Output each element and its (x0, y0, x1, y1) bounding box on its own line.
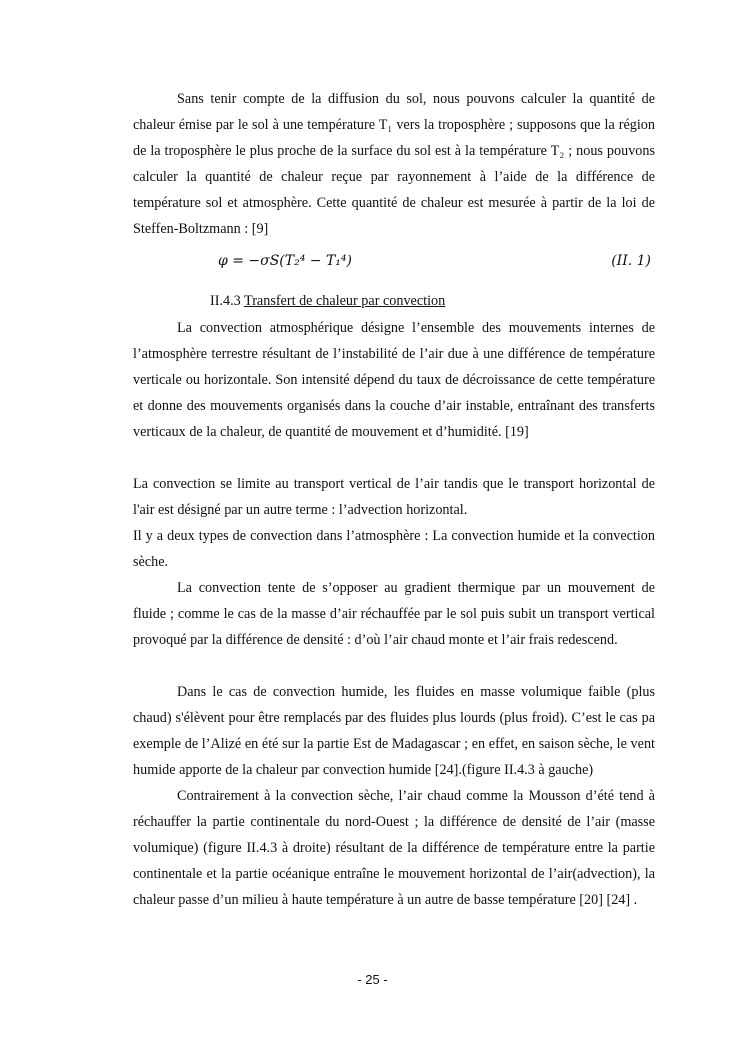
page-number: - 25 - (357, 972, 388, 987)
paragraph-radiation: Sans tenir compte de la diffusion du sol, nous pouvons calculer la quantité de chaleur émise par le sol à une température T₁ vers la troposphère ; supposons que la région de la troposphère le plus proche de la surface du sol est à la température T₂ ; nous pouvons calculer la quantité de chaleur reçue par rayonnement à l’aide de la différence de température sol et atmosphère. Cette quantité de chaleur est mesurée à partir de la loi de Steffen-Boltzmann : [9] (133, 91, 655, 237)
paragraph-convection-types: Il y a deux types de convection dans l’atmosphère : La convection humide et la convection sèche. (133, 528, 655, 570)
paragraph-convection-definition: La convection atmosphérique désigne l’ensemble des mouvements internes de l’atmosphère terrestre résultant de l’instabilité de l’air due à une différence de température verticale ou horizontale. Son intensité dépend du taux de décroissance de cette température et donne des mouvements organisés dans la couche d’air instable, entraînant des transferts verticaux de la chaleur, de quantité de mouvement et d’humidité. [19] (133, 320, 655, 440)
section-number: II.4.3 (210, 293, 241, 309)
equation-formula: φ = −σS(T₂⁴ − T₁⁴) (218, 253, 352, 269)
section-heading (210, 290, 445, 312)
paragraph-advection: La convection se limite au transport vertical de l’air tandis que le transport horizontal de l'air est désigné par un autre terme : l’advection horizontal. (133, 476, 655, 518)
equation-label: (II. 1) (611, 253, 651, 269)
paragraph-dry-convection: Contrairement à la convection sèche, l’air chaud comme la Mousson d’été tend à réchauffer la partie continentale du nord-Ouest ; la différence de densité de l’air (masse volumique) (figure II.4.3 à droite) résultant de la différence de température entre la partie continentale et la partie océanique entraîne le mouvement horizontal de l’air(advection), la chaleur passe d’un milieu à haute température à un autre de basse température [20] [24] . (133, 788, 655, 908)
section-title: Transfert de chaleur par convection (244, 293, 446, 309)
paragraph-thermal-gradient: La convection tente de s’opposer au gradient thermique par un mouvement de fluide ; comme le cas de la masse d’air réchauffée par le sol puis subit un transport vertical provoqué par la différence de densité : d’où l’air chaud monte et l’air frais redescend. (133, 580, 655, 648)
paragraph-humid-convection: Dans le cas de convection humide, les fluides en masse volumique faible (plus chaud) s'élèvent pour être remplacés par des fluides plus lourds (plus froid). C’est le cas pa exemple de l’Alizé en été sur la partie Est de Madagascar ; en effet, en saison sèche, le vent humide apporte de la chaleur par convection humide [24].(figure II.4.3 à gauche) (133, 684, 655, 778)
equation-stefan-boltzmann (218, 253, 655, 277)
